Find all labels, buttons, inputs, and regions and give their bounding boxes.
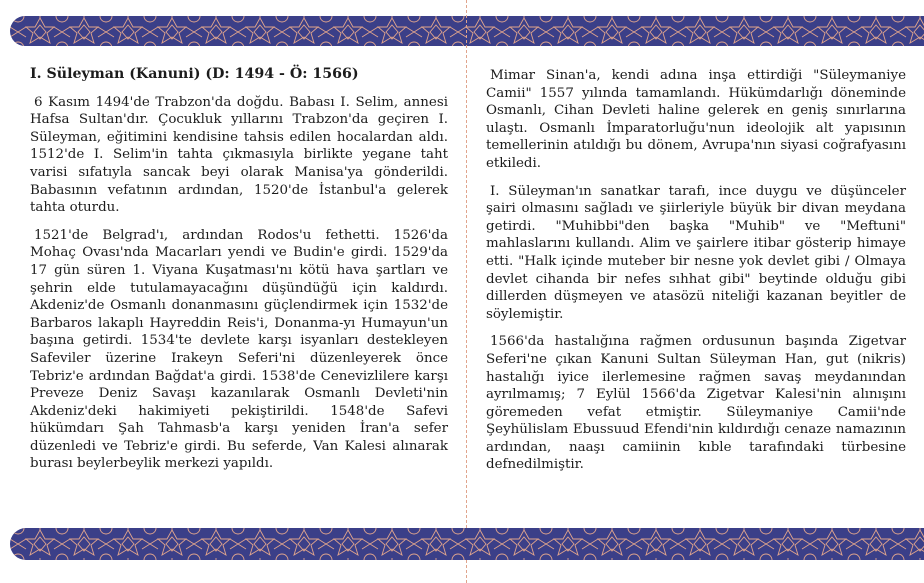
paragraph-death: 1566'da hastalığına rağmen ordusunun başında Zigetvar Seferi'ne çıkan Kanuni Sultan Süleyman Han, gut (nikris) hastalığı iyice ilerlemesine rağmen savaş meydanından ayrılmamış; 7 Eylül 1566'da Zigetvar Kalesi'nin alınışını göremeden vefat etmiştir. Süleymaniye Camii'nde Şeyhülislam Ebussuud Efendi'nin kıldırdığı cenaze namazının ardından, naaşı camiinin kıble tarafındaki türbesine defnedilmiştir. <box>486 334 906 473</box>
biography-heading: I. Süleyman (Kanuni) (D: 1494 - Ö: 1566) <box>30 66 359 82</box>
geometric-pattern-icon <box>10 528 924 560</box>
left-column <box>30 66 448 483</box>
paragraph-conquests: 1521'de Belgrad'ı, ardından Rodos'u fethetti. 1526'da Mohaç Ovası'nda Macarları yendi ve Budin'e girdi. 1529'da 17 gün süren 1. Viyana Kuşatması'nı kötü hava şartları ve şehrin elde tutulamayacağını düşündüğü için kaldırdı. Akdeniz'de Osmanlı donanmasını güçlendirmek için 1532'de Barbaros lakaplı Hayreddin Reis'i, Donanma-yı Humayun'un başına getirdi. 1534'te devlete karşı isyanları destekleyen Safeviler üzerine Irakeyn Seferi'ni düzenleyerek önce Tebriz'e ardından Bağdat'a girdi. 1538'de Cenevizlilere karşı Preveze Deniz Savaşı kazanılarak Osmanlı Devleti'nin Akdeniz'deki hakimiyeti pekiştirildi. 1548'de Safevi hükümdarı Şah Tahmasb'a karşı yeniden İran'a sefer düzenledi ve Tebriz'e girdi. Bu seferde, Van Kalesi alınarak burası beylerbeylik merkezi yapıldı. <box>30 227 448 472</box>
right-column <box>486 67 906 484</box>
paragraph-suleymaniye: Mimar Sinan'a, kendi adına inşa ettirdiği "Süleymaniye Camii" 1557 yılında tamamlandı. Hükümdarlığı döneminde Osmanlı, Cihan Devleti haline gelerek en geniş sınırlarına ulaştı. Osmanlı İmparatorluğu'nun ideolojik alt yapısının temellerinin atıldığı bu dönem, Avrupa'nın siyasi coğrafyasını etkiledi. <box>486 68 906 171</box>
paragraph-poetry: I. Süleyman'ın sanatkar tarafı, ince duygu ve düşünceler şairi olmasını sağladı ve şiirleriyle büyük bir divan meydana getirdi. "Muhibbi"den başka "Muhib" ve "Meftuni" mahlaslarını kullandı. Alim ve şairlere itibar gösterip himaye etti. "Halk içinde muteber bir nesne yok devlet gibi / Olmaya devlet cihanda bir nefes sıhhat gibi" beytinde olduğu gibi dillerden düşmeyen ve atasözü niteliği kazanan beyitler de söylemiştir. <box>486 183 906 322</box>
top-pattern-band <box>10 16 924 46</box>
geometric-pattern-icon <box>10 16 924 46</box>
column-divider <box>466 0 467 583</box>
paragraph-early-life: 6 Kasım 1494'de Trabzon'da doğdu. Babası I. Selim, annesi Hafsa Sultan'dır. Çocukluk yıllarını Trabzon'da geçiren I. Süleyman, eğitimini kendisine tahsis edilen hocalardan aldı. 1512'de I. Selim'in tahta çıkmasıyla birlikte yegane taht varisi sıfatıyla sancak beyi olarak Manisa'ya gönderildi. Babasının vefatının ardından, 1520'de İstanbul'a gelerek tahta oturdu. <box>30 94 448 216</box>
bottom-pattern-band <box>10 528 924 560</box>
